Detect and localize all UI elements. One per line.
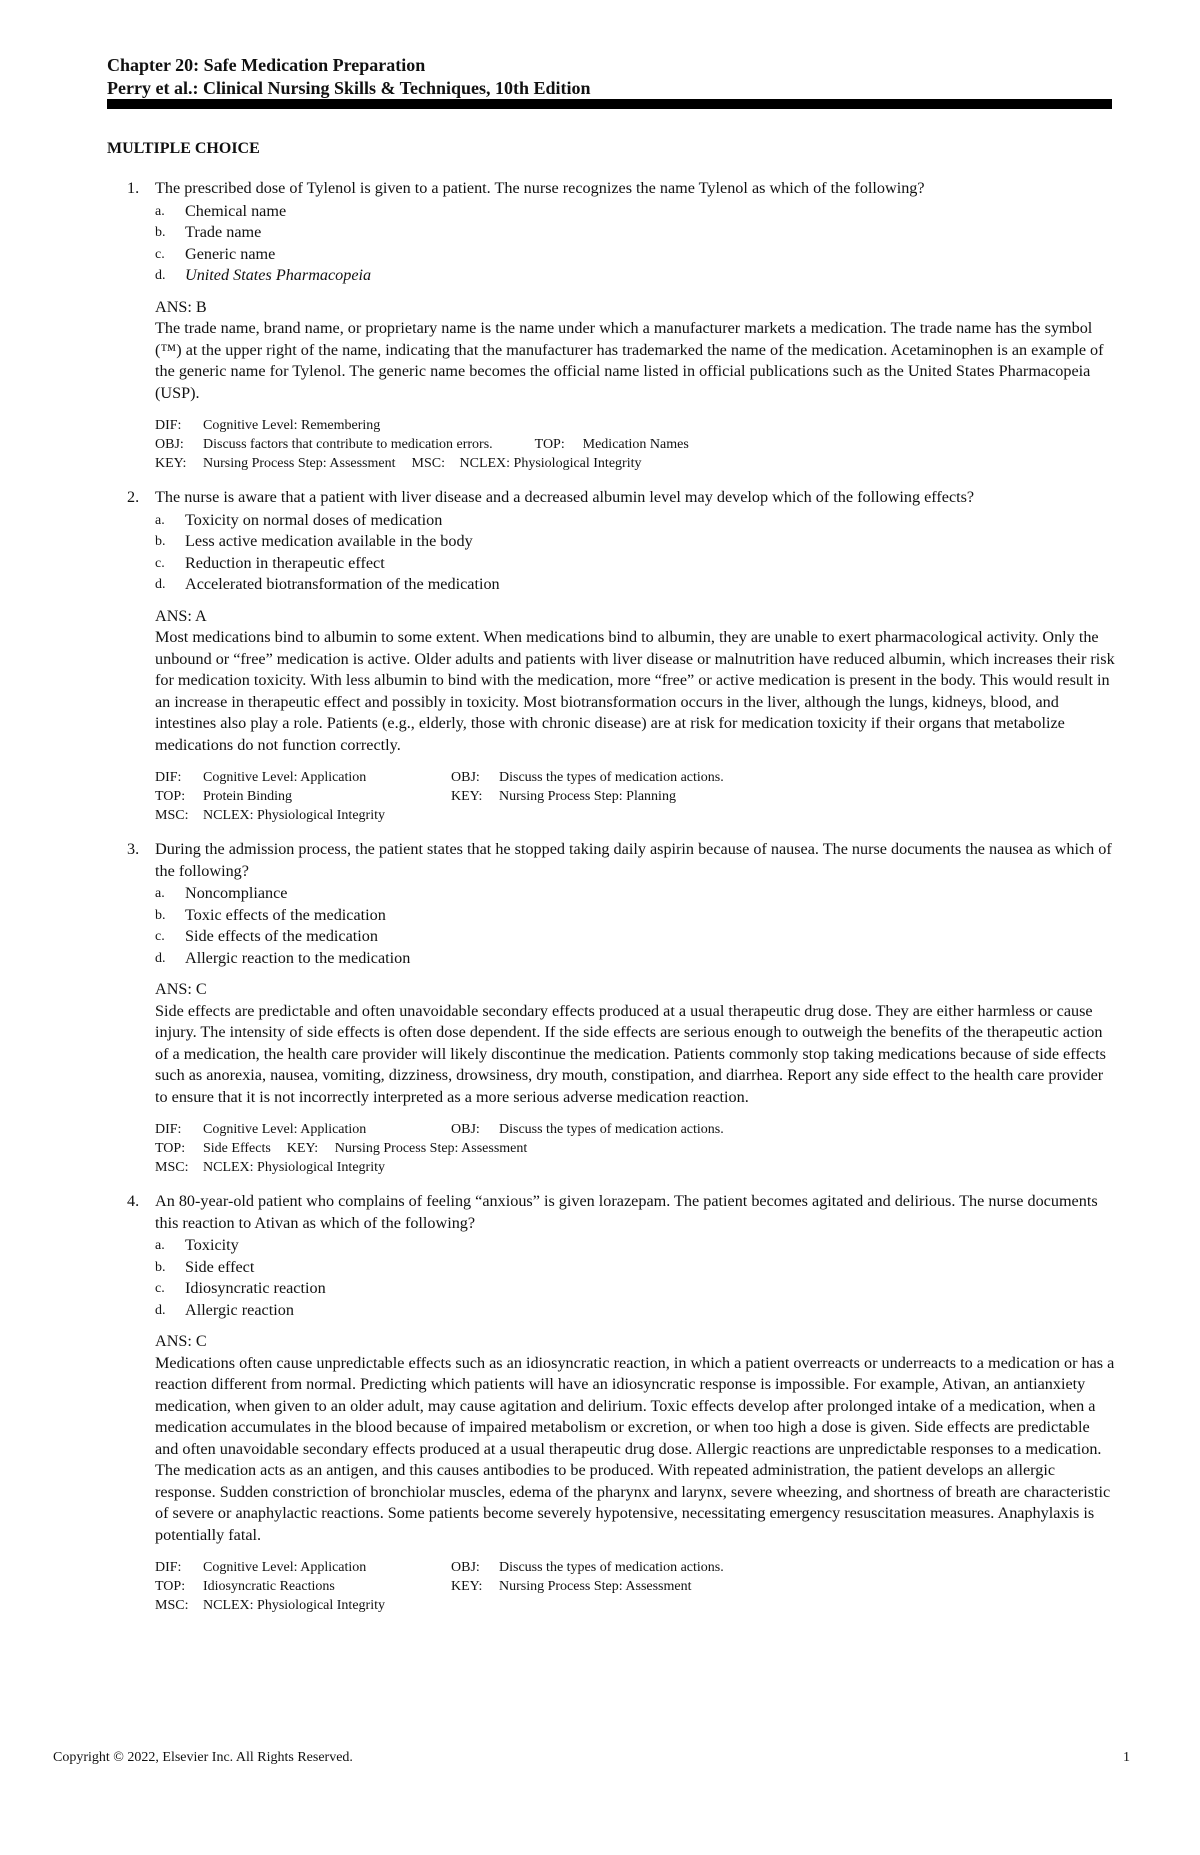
topic: Side Effects (203, 1141, 271, 1156)
section-heading: MULTIPLE CHOICE (107, 140, 260, 157)
difficulty: Cognitive Level: Application (203, 770, 367, 785)
objective: Discuss the types of medication actions. (499, 770, 724, 785)
rationale: Side effects are predictable and often unavoidable secondary effects produced at a usual therapeutic drug dose. They are either harmless or cause injury. The intensity of side effects is often dose dependent. If the side effects are serious enough to outweigh the benefits of the therapeutic action of a medication, the health care provider will likely discontinue the medication. Patients commonly stop taking medications because of side effects such as anorexia, nausea, vomiting, dizziness, drowsiness, dry mouth, constipation, and diarrhea. Report any side effect to the health care provider to ensure that it is not incorrectly interpreted as a more serious adverse medication reaction. (155, 1001, 1106, 1106)
question-4 (107, 1191, 1117, 1615)
option-a: a. Toxicity (155, 1236, 239, 1254)
question-stem: During the admission process, the patient states that he stopped taking daily aspirin because of nausea. The nurse documents the nausea as which of the following? (155, 840, 1112, 880)
difficulty: Cognitive Level: Application (203, 1122, 367, 1137)
option-d: d. United States Pharmacopeia (155, 266, 372, 284)
question-stem: The nurse is aware that a patient with liver disease and a decreased albumin level may develop which of the following effects? (155, 488, 975, 506)
question-number: 2. (127, 488, 140, 506)
topic: Protein Binding (203, 789, 293, 804)
question-metadata: DIF: Cognitive Level: Remembering OBJ: Discuss factors that contribute to medication errors. TOP: Medication Names KEY: Nursing Process Step: Assessment MSC: NCLEX: Physiological Integrity (155, 418, 689, 471)
question-metadata: DIF: Cognitive Level: Application OBJ: Discuss the types of medication actions. TOP: Idiosyncratic Reactions KEY: Nursing Process Step: Assessment MSC: NCLEX: Physiological Integrity (155, 1560, 724, 1613)
answer-key: ANS: C (155, 980, 207, 998)
objective: Discuss the types of medication actions. (499, 1560, 724, 1575)
question-number: 3. (127, 840, 140, 858)
option-d: d. Accelerated biotransformation of the medication (155, 575, 500, 593)
msc: NCLEX: Physiological Integrity (203, 1160, 385, 1175)
question-1 (107, 178, 1117, 473)
question-metadata: DIF: Cognitive Level: Application OBJ: Discuss the types of medication actions. TOP: Protein Binding KEY: Nursing Process Step: Planning MSC: NCLEX: Physiological Integrity (155, 770, 724, 823)
topic: Medication Names (582, 437, 689, 452)
question-stem: The prescribed dose of Tylenol is given to a patient. The nurse recognizes the name Tylenol as which of the following? (155, 179, 925, 197)
question-number: 4. (127, 1192, 140, 1210)
objective: Discuss factors that contribute to medication errors. (203, 437, 493, 452)
question-3 (107, 839, 1117, 1177)
option-a: a. Toxicity on normal doses of medication (155, 510, 443, 529)
topic: Idiosyncratic Reactions (203, 1579, 335, 1594)
difficulty: Cognitive Level: Application (203, 1560, 367, 1575)
option-b: b. Less active medication available in the body (155, 532, 473, 550)
answer-key: ANS: C (155, 1332, 207, 1350)
option-list (155, 510, 1117, 596)
option-c: c. Reduction in therapeutic effect (155, 553, 385, 572)
question-list (107, 178, 1117, 1615)
option-b: b. Trade name (155, 223, 262, 241)
rationale: Medications often cause unpredictable effects such as an idiosyncratic reaction, in which a patient overreacts or underreacts to a medication or has a reaction different from normal. Predicting which patients will have an idiosyncratic response is impossible. For example, Ativan, an antianxiety medication, when given to an older adult, may cause agitation and delirium. Toxic effects develop after prolonged intake of a medication, when a medication accumulates in the blood because of impaired metabolism or excretion, or when too high a dose is given. Side effects are predictable and often unavoidable secondary effects produced at a usual therapeutic drug dose. Allergic reactions are unpredictable responses to a medication. The medication acts as an antigen, and this causes antibodies to be produced. With repeated administration, the patient develops an allergic response. Sudden constriction of bronchiolar muscles, edema of the pharynx and larynx, severe wheezing, and shortness of breath are characteristic of severe or anaphylactic reactions. Some patients become severely hypotensive, necessitating emergency resuscitation measures. Anaphylaxis is potentially fatal. (155, 1353, 1115, 1544)
document-header (107, 54, 1112, 100)
key-step: Nursing Process Step: Assessment (203, 456, 396, 471)
copyright-notice: Copyright © 2022, Elsevier Inc. All Rights Reserved. (53, 1750, 353, 1765)
msc: NCLEX: Physiological Integrity (459, 456, 642, 471)
page-number: 1 (1123, 1750, 1130, 1765)
option-b: b. Side effect (155, 1257, 255, 1276)
option-a: a. Noncompliance (155, 884, 288, 902)
option-b: b. Toxic effects of the medication (155, 905, 386, 924)
question-metadata: DIF: Cognitive Level: Application OBJ: Discuss the types of medication actions. TOP: Side Effects KEY: Nursing Process Step: Assessment MSC: NCLEX: Physiological Integrity (155, 1122, 724, 1175)
chapter-title: Chapter 20: Safe Medication Preparation (107, 55, 426, 75)
msc: NCLEX: Physiological Integrity (203, 808, 385, 823)
msc: NCLEX: Physiological Integrity (203, 1598, 385, 1613)
header-rule (107, 99, 1112, 109)
key-step: Nursing Process Step: Assessment (499, 1579, 692, 1594)
question-number: 1. (127, 179, 140, 197)
rationale: The trade name, brand name, or proprietary name is the name under which a manufacturer markets a medication. The trade name has the symbol (™) at the upper right of the name, indicating that the manufacturer has trademarked the name of the medication. Acetaminophen is an example of the generic name for Tylenol. The generic name becomes the official name listed in official publications such as the United States Pharmacopeia (USP). (155, 319, 1104, 402)
question-2 (107, 487, 1117, 825)
option-d: d. Allergic reaction to the medication (155, 948, 411, 967)
option-c: c. Side effects of the medication (155, 927, 378, 945)
answer-key: ANS: A (155, 606, 207, 625)
objective: Discuss the types of medication actions. (499, 1122, 724, 1137)
option-c: c. Generic name (155, 244, 276, 263)
option-d: d. Allergic reaction (155, 1300, 294, 1319)
option-list (155, 201, 1117, 287)
rationale: Most medications bind to albumin to some extent. When medications bind to albumin, they are unable to exert pharmacological activity. Only the unbound or “free” medication is active. Older adults and patients with liver disease or malnutrition have reduced albumin, which increases their risk for medication toxicity. With less albumin to bind with the medication, more “free” or active medication is present in the body. This would result in an increase in therapeutic effect and possibly in toxicity. Most biotransformation occurs in the liver, although the lungs, kidneys, blood, and intestines also play a role. Patients (e.g., elderly, those with chronic disease) are at risk for medication toxicity if their organs that metabolize medications do not function correctly. (155, 628, 1115, 754)
option-list (155, 1235, 1117, 1321)
question-stem: An 80-year-old patient who complains of feeling “anxious” is given lorazepam. The patient becomes agitated and delirious. The nurse documents this reaction to Ativan as which of the following? (155, 1192, 1098, 1232)
option-c: c. Idiosyncratic reaction (155, 1279, 326, 1297)
answer-key: ANS: B (155, 297, 207, 316)
difficulty: Cognitive Level: Remembering (203, 418, 381, 433)
option-list (155, 883, 1117, 969)
option-a: a. Chemical name (155, 201, 287, 220)
key-step: Nursing Process Step: Planning (499, 789, 676, 804)
key-step: Nursing Process Step: Assessment (334, 1141, 528, 1156)
book-title: Perry et al.: Clinical Nursing Skills & Techniques, 10th Edition (107, 78, 591, 98)
